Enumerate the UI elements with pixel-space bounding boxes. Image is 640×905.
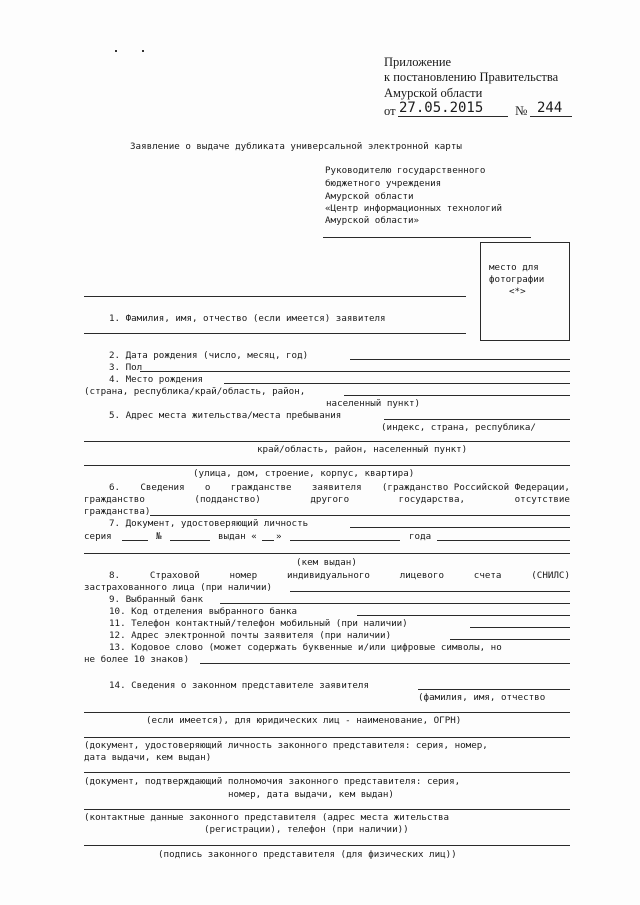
email-line[interactable] [450, 639, 570, 640]
field-14-doc2: дата выдачи, кем выдан) [84, 752, 212, 763]
field-14-auth1: (документ, подтверждающий полномочия законного представителя: серия, [84, 776, 461, 787]
annex-date-underline [398, 116, 508, 117]
field-8-w7: (СНИЛС) [531, 570, 570, 581]
gender-line[interactable] [140, 371, 570, 372]
address-line-2[interactable] [84, 441, 570, 442]
field-6-line2-w5: отсутствие [514, 494, 570, 505]
representative-name-line-2[interactable] [84, 712, 570, 713]
field-8-line1 [109, 570, 570, 581]
field-6-line1 [109, 482, 570, 493]
field-5-label: 5. Адрес места жительства/места пребывания [109, 410, 342, 421]
scan-mark [115, 50, 117, 52]
addressee-line4: «Центр информационных технологий [325, 203, 503, 214]
field-6-word2: о [204, 482, 211, 493]
addressee-line2: бюджетного учреждения [325, 178, 442, 189]
representative-authority-line[interactable] [84, 772, 570, 773]
field-14-hint2: (если имеется), для юридических лиц - наименование, ОГРН) [146, 715, 462, 726]
field-14-doc1: (документ, удостоверяющий личность законного представителя: серия, номер, [84, 740, 488, 751]
field-8-w5: лицевого [399, 570, 444, 581]
representative-doc-line[interactable] [84, 737, 570, 738]
field-7-hint: (кем выдан) [296, 557, 357, 568]
birth-place-line-1[interactable] [224, 383, 570, 384]
phone-line[interactable] [470, 627, 570, 628]
id-issue-day-line[interactable] [262, 540, 274, 541]
field-6-line2 [84, 494, 570, 505]
field-6-line3: гражданства) [84, 506, 151, 517]
field-9-label: 9. Выбранный банк [109, 594, 204, 605]
field-6-line2-w3: другого [310, 494, 350, 505]
field-6-line2-w4: государства, [398, 494, 466, 505]
field-6-word4: заявителя [311, 482, 362, 493]
field-6-line2-w1: гражданство [84, 494, 145, 505]
field-10-label: 10. Код отделения выбранного банка [109, 606, 298, 617]
addressee-line5: Амурской области» [325, 215, 420, 226]
field-14-hint1: (фамилия, имя, отчество [418, 692, 546, 703]
photo-placeholder-box [480, 242, 570, 341]
field-1-label: 1. Фамилия, имя, отчество (если имеется) заявителя [109, 313, 386, 324]
field-13-line2: не более 10 знаков) [84, 654, 190, 665]
field-5-hint2: край/область, район, населенный пункт) [257, 444, 468, 455]
field-4-hint2: населенный пункт) [326, 398, 421, 409]
field-14-contact1: (контактные данные законного представителя (адрес места жительства [84, 812, 450, 823]
address-line-1[interactable] [384, 419, 570, 420]
annex-number-value: 244 [537, 100, 563, 116]
photo-label-line3: <*> [509, 286, 526, 297]
representative-signature-line[interactable] [84, 845, 570, 846]
field-7-year-label: года [409, 531, 432, 542]
id-issue-year-line[interactable] [437, 540, 570, 541]
field-8-line2: застрахованного лица (при наличии) [84, 582, 273, 593]
addressee-line3: Амурской области [325, 191, 414, 202]
field-8-w3: номер [229, 570, 258, 581]
annex-number-underline [530, 116, 572, 117]
field-2-label: 2. Дата рождения (число, месяц, год) [109, 350, 309, 361]
annex-date-value: 27.05.2015 [399, 100, 484, 116]
annex-line2: к постановлению Правительства [384, 70, 559, 84]
citizenship-line[interactable] [150, 515, 570, 516]
annex-number-sign: № [515, 103, 528, 118]
field-6-word5: (гражданство Российской Федерации, [381, 482, 570, 493]
field-8-w6: счета [473, 570, 502, 581]
field-11-label: 11. Телефон контактный/телефон мобильный (при наличии) [109, 618, 408, 629]
field-13-line1: 13. Кодовое слово (может содержать буквенные и/или цифровые символы, но [109, 642, 502, 653]
field-14-contact2: (регистрации), телефон (при наличии)) [204, 824, 409, 835]
applicant-name-line-1[interactable] [84, 296, 466, 297]
photo-label-line1: место для [489, 262, 539, 273]
bank-line[interactable] [220, 603, 570, 604]
applicant-name-line-2[interactable] [84, 333, 466, 334]
representative-name-line-1[interactable] [418, 689, 570, 690]
field-6-line2-w2: (подданство) [194, 494, 261, 505]
annex-line1: Приложение [384, 55, 452, 69]
form-title: Заявление о выдаче дубликата универсальной электронной карты [130, 141, 462, 152]
field-5-hint1: (индекс, страна, республика/ [381, 422, 536, 433]
id-document-line[interactable] [350, 527, 570, 528]
field-7-quote: » [276, 531, 282, 542]
id-issue-month-line[interactable] [290, 540, 400, 541]
code-word-line[interactable] [200, 663, 570, 664]
field-7-issued-label: выдан « [218, 531, 257, 542]
field-6-word1: Сведения [140, 482, 185, 493]
field-7-series-label: серия [84, 531, 112, 542]
field-14-sign: (подпись законного представителя (для физических лиц)) [158, 849, 457, 860]
annex-line3: Амурской области [384, 86, 483, 100]
scan-mark [142, 50, 144, 52]
field-8-w2: Страховой [149, 570, 200, 581]
field-6-word3: гражданстве [230, 482, 292, 493]
field-12-label: 12. Адрес электронной почты заявителя (при наличии) [109, 630, 392, 641]
field-8-w4: индивидуального [286, 570, 370, 581]
field-5-hint3: (улица, дом, строение, корпус, квартира) [193, 468, 415, 479]
annex-date-prefix: от [384, 104, 396, 118]
representative-contact-line[interactable] [84, 809, 570, 810]
addressee-line1: Руководителю государственного [325, 165, 486, 176]
field-7-label: 7. Документ, удостоверяющий личность [109, 518, 309, 529]
field-3-label: 3. Пол [109, 362, 143, 373]
field-8-w1: 8. [109, 570, 121, 581]
id-series-line[interactable] [122, 540, 148, 541]
field-4-hint1: (страна, республика/край/область, район, [84, 386, 306, 397]
address-line-3[interactable] [84, 465, 570, 466]
birth-date-line[interactable] [350, 359, 570, 360]
field-7-number-label: № [156, 531, 162, 542]
id-issuer-line[interactable] [84, 553, 570, 554]
field-14-label: 14. Сведения о законном представителе заявителя [109, 680, 369, 691]
addressee-signature-line [323, 237, 531, 238]
bank-branch-code-line[interactable] [357, 615, 570, 616]
field-14-auth2: номер, дата выдачи, кем выдан) [228, 789, 394, 800]
birth-place-line-2[interactable] [344, 395, 570, 396]
photo-label-line2: фотографии [489, 274, 545, 285]
id-number-line[interactable] [170, 540, 210, 541]
snils-line[interactable] [290, 591, 570, 592]
field-4-label: 4. Место рождения [109, 374, 204, 385]
field-6-num: 6. [109, 482, 121, 493]
